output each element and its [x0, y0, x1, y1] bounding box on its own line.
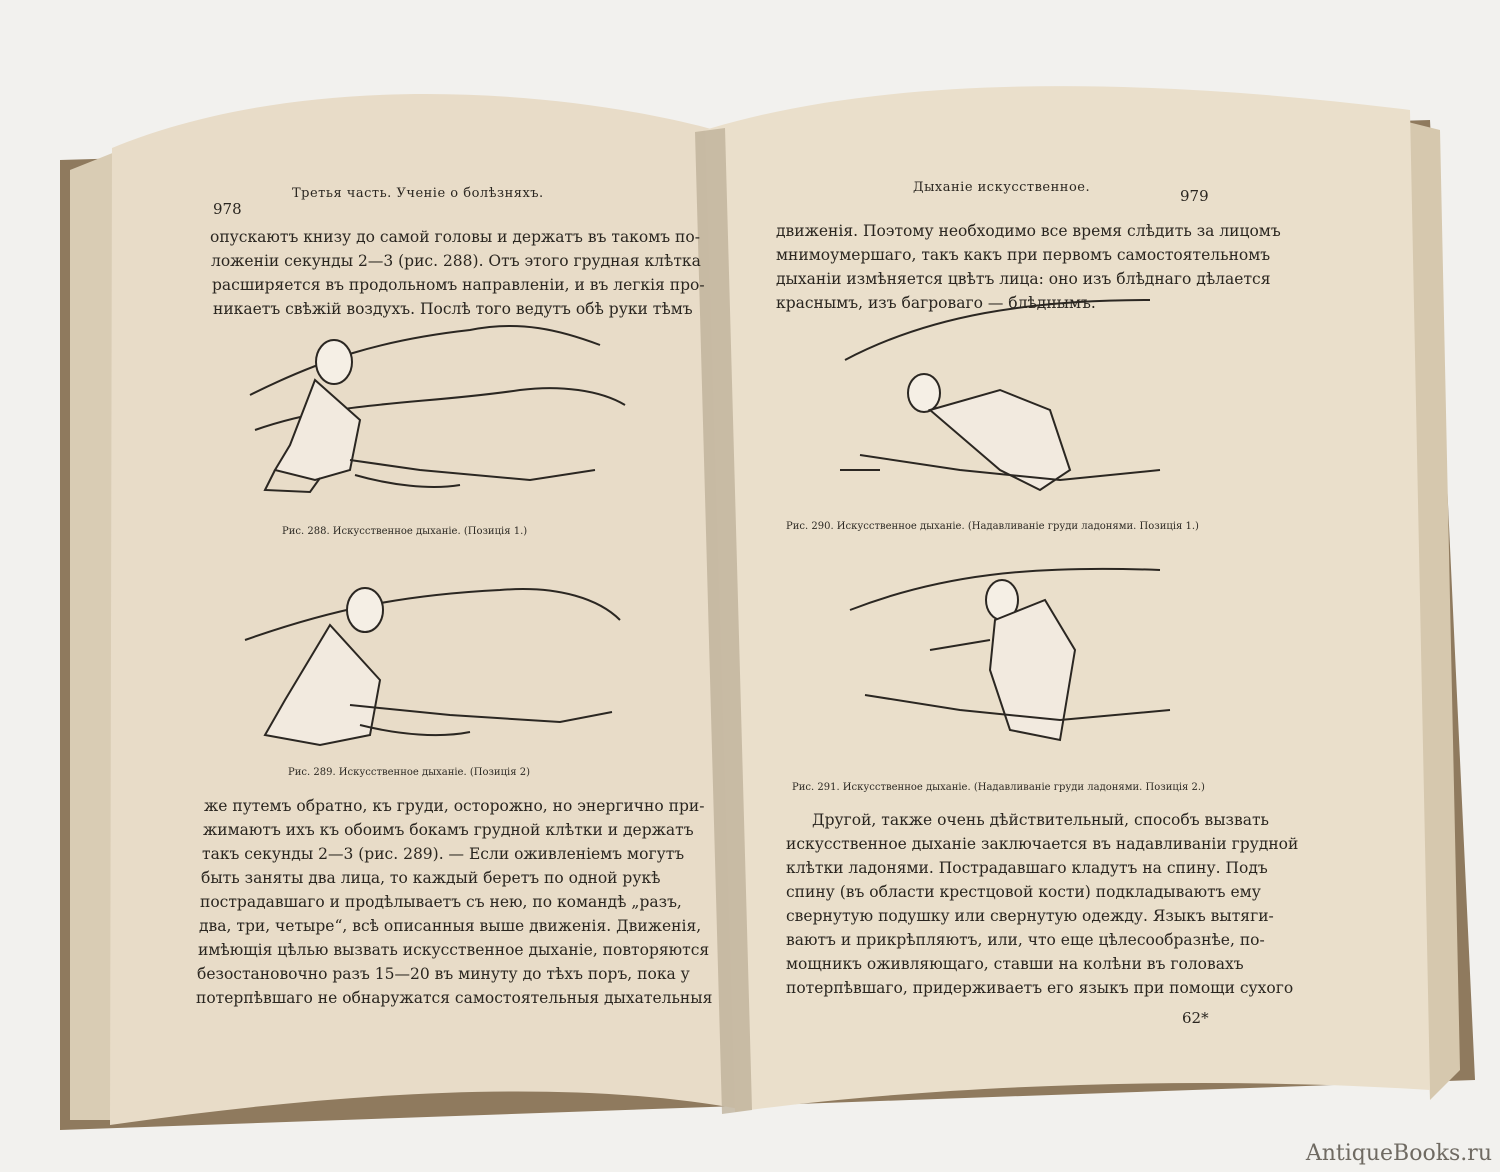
right-bottom-line-7: мощникъ оживляющаго, ставши на колѣни въ головахъ — [786, 955, 1244, 973]
watermark: AntiqueBooks.ru — [1305, 1141, 1492, 1166]
left-top-line-4: никаетъ свѣжій воздухъ. Послѣ того ведутъ обѣ руки тѣмъ — [213, 300, 693, 318]
left-page-number: 978 — [213, 200, 242, 218]
left-bottom-line-7: имѣющія цѣлью вызвать искусственное дыханіе, повторяются — [198, 941, 710, 959]
right-page-number: 979 — [1180, 187, 1209, 205]
right-running-head: Дыханіе искусственное. — [913, 180, 1091, 195]
left-running-head: Третья часть. Ученіе о болѣзняхъ. — [292, 186, 544, 201]
right-top-line-3: дыханіи измѣняется цвѣтъ лица: оно изъ блѣднаго дѣлается — [776, 270, 1271, 288]
right-bottom-line-3: клѣтки ладонями. Пострадавшаго кладутъ на спину. Подъ — [786, 859, 1268, 877]
left-bottom-line-8: безостановочно разъ 15—20 въ минуту до тѣхъ поръ, пока у — [197, 965, 690, 983]
left-bottom-line-1: же путемъ обратно, къ груди, осторожно, но энергично при- — [204, 797, 705, 815]
right-bottom-line-2: искусственное дыханіе заключается въ надавливаніи грудной — [786, 835, 1299, 853]
left-bottom-line-6: два, три, четыре“, всѣ описанныя выше движенія. Движенія, — [199, 917, 702, 935]
signature-mark: 62* — [1182, 1009, 1209, 1027]
left-bottom-line-9: потерпѣвшаго не обнаружатся самостоятельныя дыхательныя — [196, 989, 713, 1007]
left-top-line-2: ложеніи секунды 2—3 (рис. 288). Отъ этого грудная клѣтка — [211, 252, 701, 270]
right-bottom-line-8: потерпѣвшаго, придерживаетъ его языкъ при помощи сухого — [786, 979, 1294, 997]
left-bottom-line-4: быть заняты два лица, то каждый беретъ по одной рукѣ — [201, 869, 661, 887]
right-bottom-line-6: ваютъ и прикрѣпляютъ, или, что еще цѣлесообразнѣе, по- — [786, 931, 1265, 949]
left-top-line-1: опускаютъ книзу до самой головы и держатъ въ такомъ по- — [210, 228, 700, 246]
right-figure-bottom-caption: Рис. 291. Искусственное дыханіе. (Надавливаніе груди ладонями. Позиція 2.) — [792, 782, 1205, 793]
left-bottom-line-2: жимаютъ ихъ къ обоимъ бокамъ грудной клѣтки и держатъ — [203, 821, 694, 839]
left-bottom-line-3: такъ секунды 2—3 (рис. 289). — Если оживленіемъ могутъ — [202, 845, 685, 863]
right-figure-top-caption: Рис. 290. Искусственное дыханіе. (Надавливаніе груди ладонями. Позиція 1.) — [786, 521, 1199, 532]
right-top-line-1: движенія. Поэтому необходимо все время слѣдить за лицомъ — [776, 222, 1281, 240]
left-figure-top-caption: Рис. 288. Искусственное дыханіе. (Позиція 1.) — [282, 526, 528, 537]
right-bottom-line-5: свернутую подушку или свернутую одежду. Языкъ вытяги- — [786, 907, 1274, 925]
right-bottom-line-1: Другой, также очень дѣйствительный, способъ вызвать — [812, 811, 1269, 829]
right-top-line-4: краснымъ, изъ багроваго — блѣднымъ. — [776, 294, 1096, 312]
left-top-line-3: расширяется въ продольномъ направленіи, и въ легкія про- — [212, 276, 705, 294]
left-figure-bottom-caption: Рис. 289. Искусственное дыханіе. (Позиція 2) — [288, 767, 530, 778]
right-top-line-2: мнимоумершаго, такъ какъ при первомъ самостоятельномъ — [776, 246, 1271, 264]
right-bottom-line-4: спину (въ области крестцовой кости) подкладываютъ ему — [786, 883, 1261, 901]
left-bottom-line-5: пострадавшаго и продѣлываетъ съ нею, по командѣ „разъ, — [200, 893, 682, 911]
